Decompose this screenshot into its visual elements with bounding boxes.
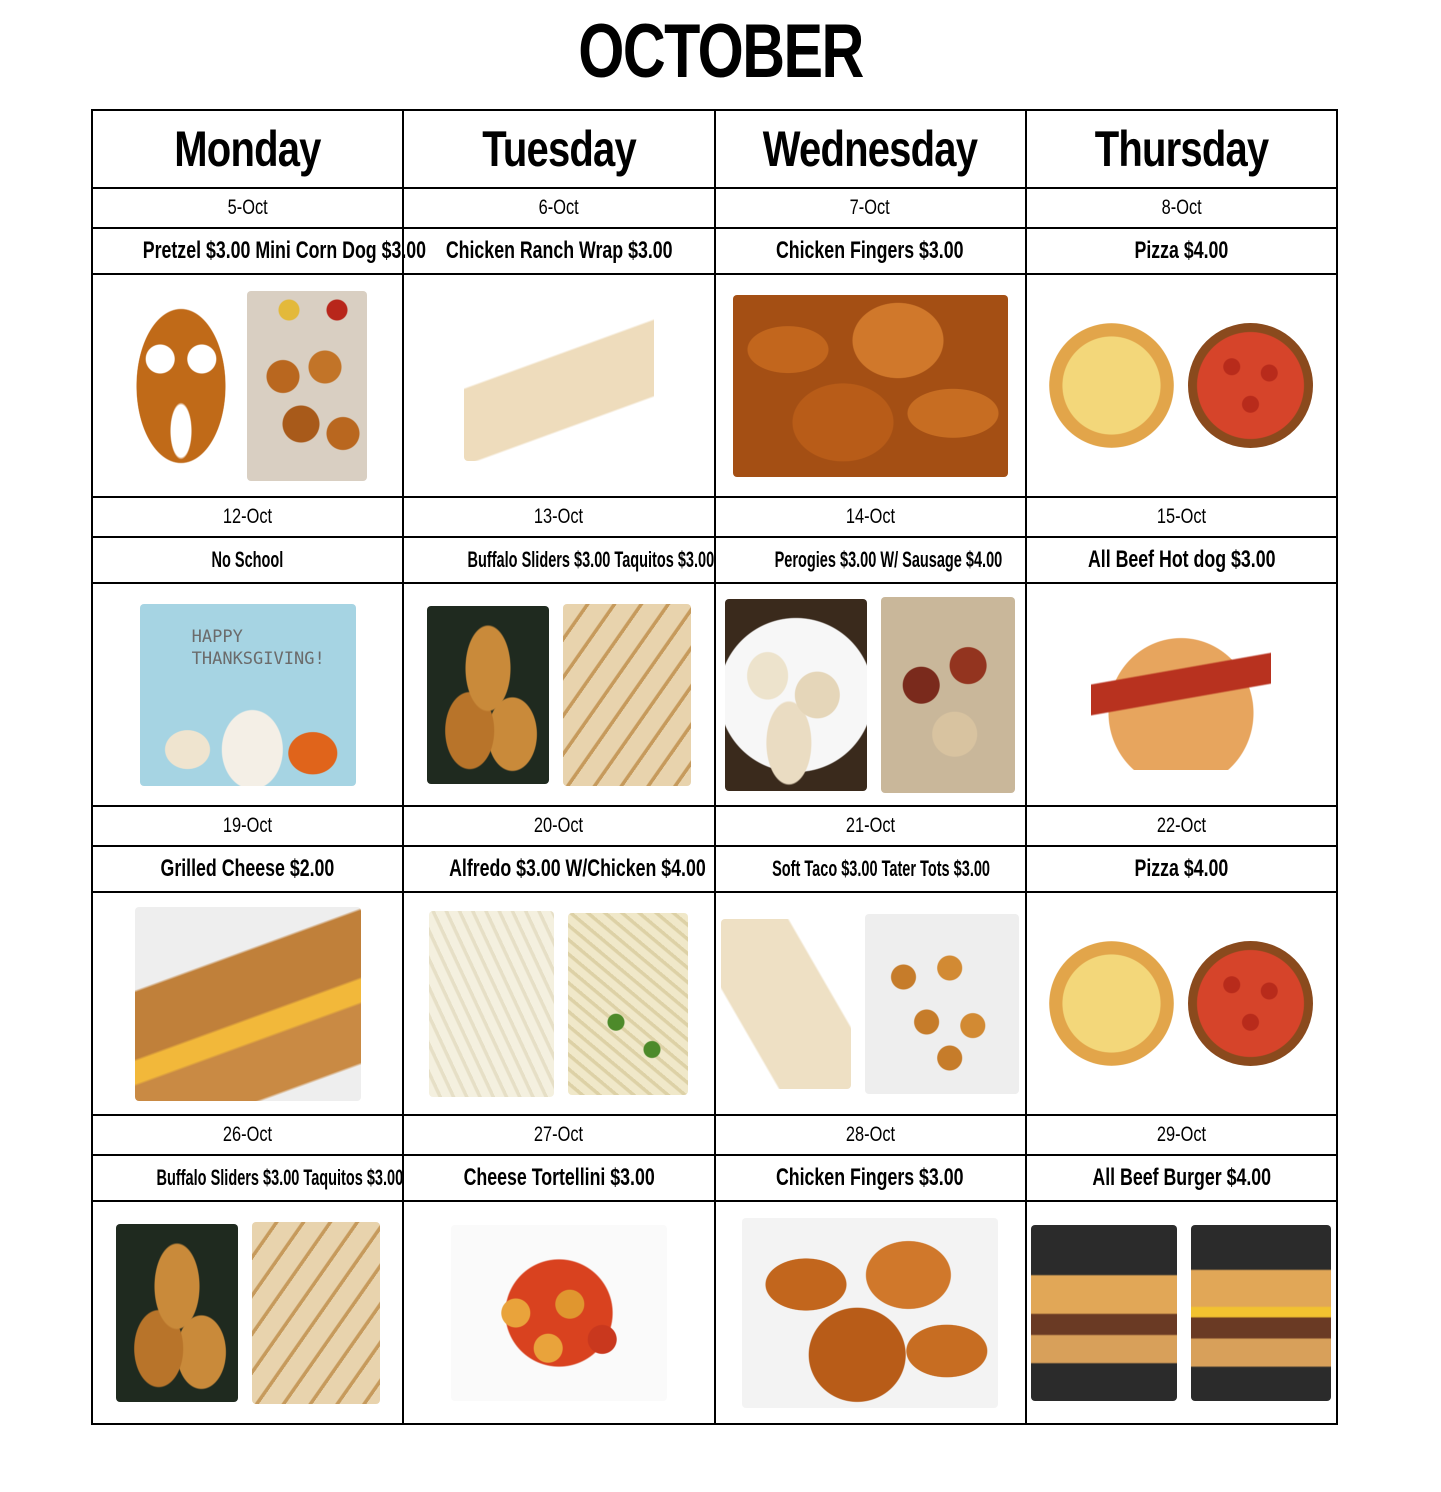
food-photo-cell — [715, 583, 1026, 806]
menu-item: Grilled Cheese $2.00 — [92, 846, 403, 892]
lunch-menu-table — [91, 109, 1338, 1425]
menu-item: Soft Taco $3.00 Tater Tots $3.00 — [715, 846, 1026, 892]
menu-item: Pretzel $3.00 Mini Corn Dog $3.00 — [92, 228, 403, 274]
date-cell: 5-Oct — [92, 188, 403, 228]
date-cell: 29-Oct — [1026, 1115, 1337, 1155]
alfredo-image — [429, 911, 554, 1097]
menu-item-row — [92, 537, 1337, 583]
food-photo-cell — [1026, 892, 1337, 1115]
cheeseburger-image — [1191, 1225, 1331, 1401]
date-cell: 21-Oct — [715, 806, 1026, 846]
food-photo-cell — [403, 892, 714, 1115]
menu-item: Perogies $3.00 W/ Sausage $4.00 — [715, 537, 1026, 583]
pepperoni-pizza-image — [1188, 323, 1313, 448]
food-photo-cell — [1026, 274, 1337, 497]
cheese-pizza-image — [1049, 323, 1174, 448]
food-photo-cell — [403, 1201, 714, 1424]
menu-item: Pizza $4.00 — [1026, 228, 1337, 274]
taquitos-image — [563, 604, 691, 786]
perogies-image — [725, 599, 867, 791]
date-row — [92, 188, 1337, 228]
thanksgiving-caption-line: HAPPY — [191, 626, 243, 647]
day-header-tuesday: Tuesday — [403, 110, 714, 188]
pepperoni-pizza-image — [1188, 941, 1313, 1066]
menu-item: All Beef Burger $4.00 — [1026, 1155, 1337, 1201]
menu-item-row — [92, 1155, 1337, 1201]
date-cell: 28-Oct — [715, 1115, 1026, 1155]
menu-item: No School — [92, 537, 403, 583]
day-header-wednesday: Wednesday — [715, 110, 1026, 188]
menu-item-row — [92, 228, 1337, 274]
menu-item: Pizza $4.00 — [1026, 846, 1337, 892]
date-cell: 19-Oct — [92, 806, 403, 846]
menu-item-row — [92, 846, 1337, 892]
tater-tots-image — [865, 914, 1019, 1094]
food-photo-cell — [1026, 1201, 1337, 1424]
menu-item: Buffalo Sliders $3.00 Taquitos $3.00 — [403, 537, 714, 583]
sausage-image — [881, 597, 1015, 793]
menu-item: Cheese Tortellini $3.00 — [403, 1155, 714, 1201]
food-photo-cell — [715, 274, 1026, 497]
menu-item: Chicken Fingers $3.00 — [715, 228, 1026, 274]
date-row — [92, 806, 1337, 846]
chicken-fingers-image — [733, 295, 1008, 477]
menu-item: Chicken Ranch Wrap $3.00 — [403, 228, 714, 274]
date-row — [92, 1115, 1337, 1155]
food-photo-cell — [715, 892, 1026, 1115]
date-cell: 12-Oct — [92, 497, 403, 537]
food-photo-cell — [92, 274, 403, 497]
hot-dog-image — [1091, 620, 1271, 770]
menu-item: All Beef Hot dog $3.00 — [1026, 537, 1337, 583]
food-photo-cell — [92, 892, 403, 1115]
soft-taco-image — [721, 919, 851, 1089]
date-cell: 7-Oct — [715, 188, 1026, 228]
day-header-thursday: Thursday — [1026, 110, 1337, 188]
food-photo-cell — [1026, 583, 1337, 806]
day-header-row — [92, 110, 1337, 188]
cheese-tortellini-image — [451, 1225, 667, 1401]
date-cell: 27-Oct — [403, 1115, 714, 1155]
date-cell: 13-Oct — [403, 497, 714, 537]
chicken-alfredo-image — [568, 913, 688, 1095]
date-cell: 15-Oct — [1026, 497, 1337, 537]
thanksgiving-caption-line: THANKSGIVING! — [191, 648, 325, 669]
thanksgiving-image — [140, 604, 356, 786]
taquitos-image — [252, 1222, 380, 1404]
food-photo-row — [92, 892, 1337, 1115]
pretzel-image — [129, 296, 233, 476]
chicken-wrap-image — [464, 311, 654, 461]
food-photo-cell — [403, 583, 714, 806]
menu-item: Chicken Fingers $3.00 — [715, 1155, 1026, 1201]
date-cell: 26-Oct — [92, 1115, 403, 1155]
menu-item: Alfredo $3.00 W/Chicken $4.00 — [403, 846, 714, 892]
buffalo-sliders-image — [116, 1224, 238, 1402]
corn-dog-image — [247, 291, 367, 481]
cheese-pizza-image — [1049, 941, 1174, 1066]
food-photo-row — [92, 1201, 1337, 1424]
date-cell: 22-Oct — [1026, 806, 1337, 846]
page-title: OCTOBER — [578, 9, 863, 94]
date-cell: 8-Oct — [1026, 188, 1337, 228]
date-cell: 6-Oct — [403, 188, 714, 228]
day-header-monday: Monday — [92, 110, 403, 188]
chicken-fingers-image — [742, 1218, 998, 1408]
date-row — [92, 497, 1337, 537]
food-photo-row — [92, 274, 1337, 497]
hamburger-image — [1031, 1225, 1177, 1401]
buffalo-sliders-image — [427, 606, 549, 784]
menu-item: Buffalo Sliders $3.00 Taquitos $3.00 — [92, 1155, 403, 1201]
food-photo-row — [92, 583, 1337, 806]
food-photo-cell — [92, 583, 403, 806]
food-photo-cell — [92, 1201, 403, 1424]
date-cell: 14-Oct — [715, 497, 1026, 537]
date-cell: 20-Oct — [403, 806, 714, 846]
food-photo-cell — [403, 274, 714, 497]
food-photo-cell — [715, 1201, 1026, 1424]
grilled-cheese-image — [135, 907, 361, 1101]
